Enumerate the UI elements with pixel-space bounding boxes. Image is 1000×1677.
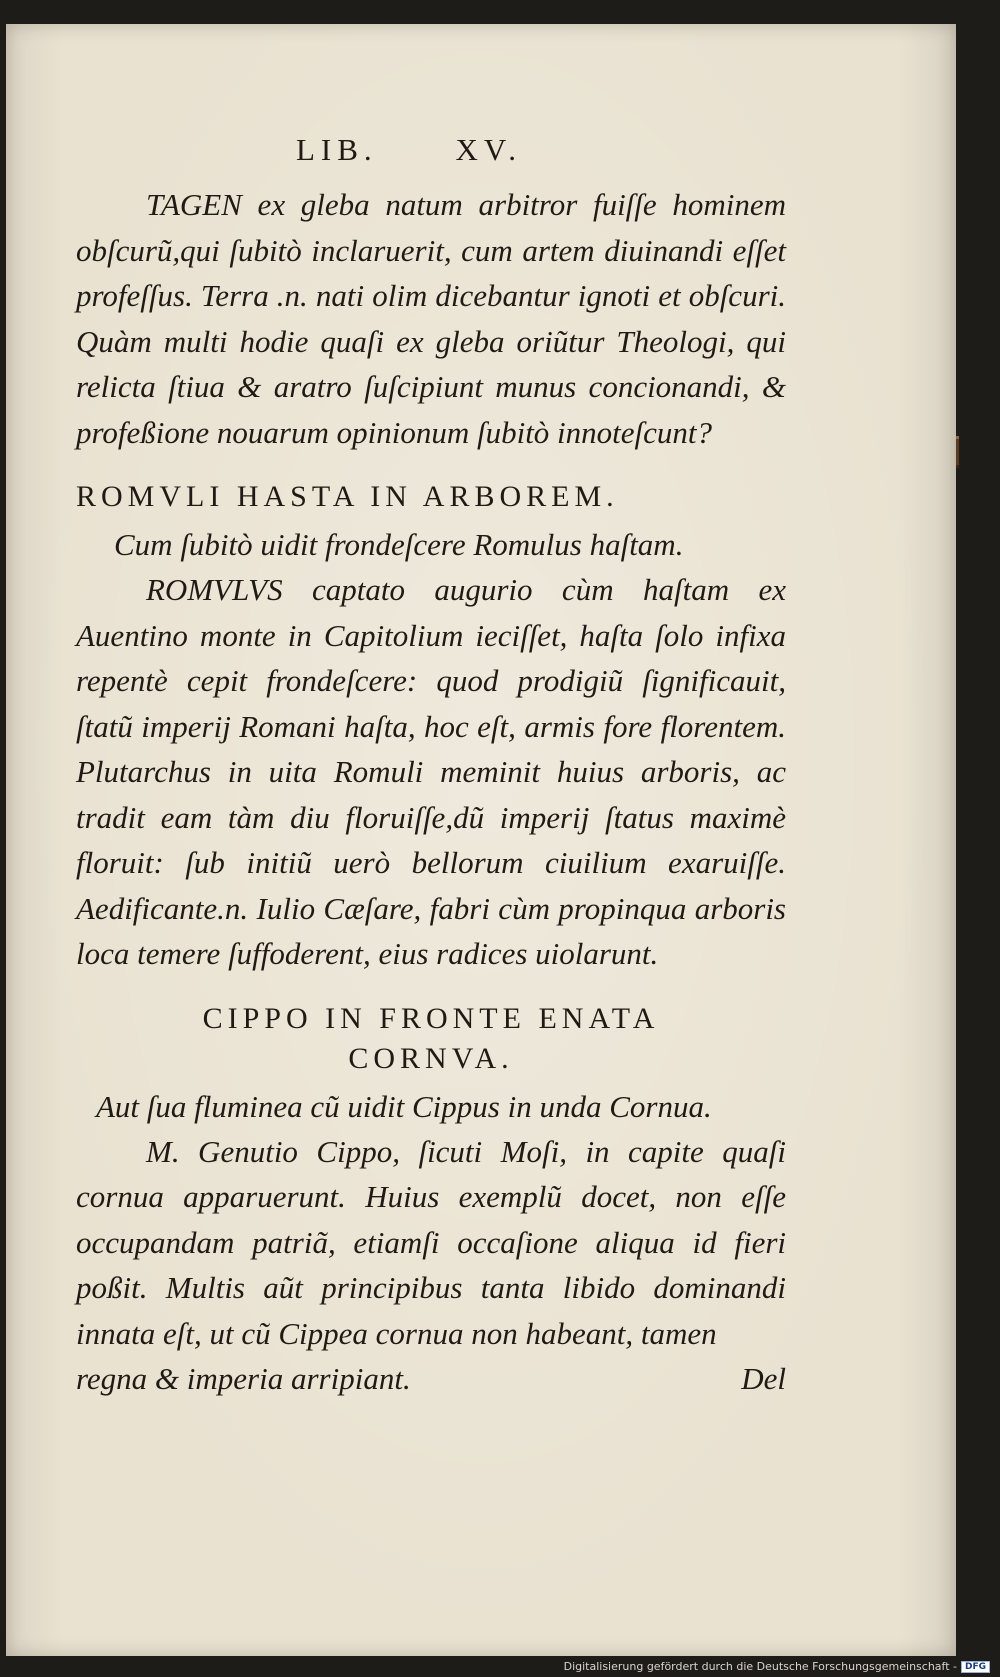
verse-romulus: Cum ſubitò uidit frondeſcere Romulus haſtam.	[114, 527, 684, 562]
book-page	[6, 24, 956, 1656]
dfg-logo: DFG	[961, 1661, 990, 1673]
running-head-book-number: XV.	[455, 132, 522, 167]
verse-cippus: Aut ſua fluminea cũ uidit Cippus in unda Cornua.	[96, 1088, 712, 1124]
section-heading-cippus-line-2: CORNVA.	[348, 1041, 514, 1075]
last-line-text: regna & imperia arripiant.	[76, 1361, 411, 1396]
paragraph-cippus: M. Genutio Cippo, ſicuti Moſi, in capite quaſi cornua apparuerunt. Huius exemplũ docet, non eſſe occupandam patriã, etiamſi occaſione aliqua id fieri poßit. Multis aũt principibus tanta libido dominandi innata eſt, ut cũ Cippea cornua non habeant, tamen	[76, 1133, 786, 1351]
paragraph-tagen: TAGEN ex gleba natum arbitror fuiſſe hominem obſcurũ,qui ſubitò inclaruerit, cum artem diuinandi eſſet profeſſus. Terra .n. nati olim dicebantur ignoti et obſcuri. Quàm multi hodie quaſi ex gleba oriũtur Theologi, qui relicta ſtiua & aratro ſuſcipiunt munus concionandi, & profeßione nouarum opinionum ſubitò innoteſcunt?	[76, 187, 786, 450]
last-line-with-catchword	[76, 1356, 786, 1401]
catchword: Del	[741, 1361, 786, 1396]
digitization-footer	[564, 1660, 990, 1673]
running-head	[76, 132, 786, 168]
section-heading-romulus: ROMVLI HASTA IN ARBOREM.	[76, 480, 619, 513]
page-text-block	[76, 132, 786, 1401]
section-heading-cippus-line-1: CIPPO IN FRONTE ENATA	[202, 1001, 660, 1035]
footer-credit: Digitalisierung gefördert durch die Deutsche Forschungsgemeinschaft -	[563, 1660, 957, 1673]
running-head-lib: LIB.	[296, 132, 378, 167]
paragraph-romulus: ROMVLVS captato augurio cùm haſtam ex Auentino monte in Capitolium ieciſſet, haſta ſolo infixa repentè cepit frondeſcere: quod prodigiũ ſignificauit, ſtatũ imperij Romani haſta, hoc eſt, armis fore florentem. Plutarchus in uita Romuli meminit huius arboris, ac tradit eam tàm diu floruiſſe,dũ imperij ſtatus maximè floruit: ſub initiũ uerò bellorum ciuilium exaruiſſe. Aedificante.n. Iulio Cæſare, fabri cùm propinqua arboris loca temere ſuffoderent, eius radices uiolarunt.	[76, 572, 786, 971]
